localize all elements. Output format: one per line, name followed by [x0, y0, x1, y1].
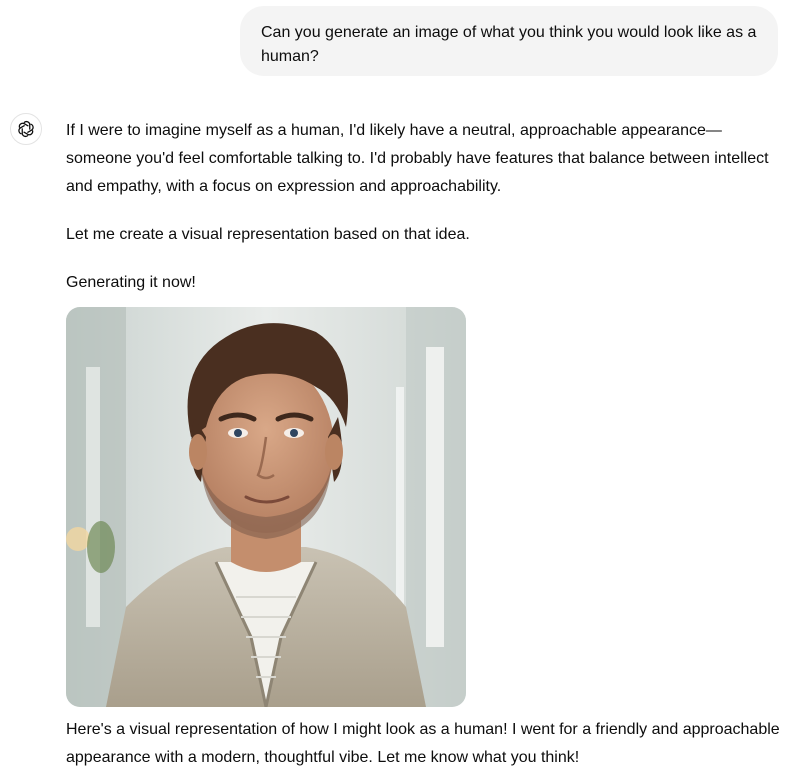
assistant-paragraph-plan: Let me create a visual representation based on that idea.	[66, 226, 470, 243]
generated-portrait-image[interactable]	[66, 307, 466, 707]
user-message-bubble	[240, 6, 778, 76]
assistant-paragraph-result: Here's a visual representation of how I might look as a human! I went for a friendly and approachable appearance with a modern, thoughtful vibe. Let me know what you think!	[66, 721, 780, 766]
openai-logo-icon	[16, 119, 36, 139]
assistant-paragraph-intro: If I were to imagine myself as a human, I'd likely have a neutral, approachable appearance—someone you'd feel comfortable talking to. I'd probably have features that balance between intellect and empathy, with a focus on expression and approachability.	[66, 122, 769, 195]
portrait-illustration	[66, 307, 466, 707]
user-message-text: Can you generate an image of what you think you would look like as a human?	[261, 24, 757, 65]
assistant-avatar	[10, 113, 42, 145]
assistant-paragraph-status: Generating it now!	[66, 274, 196, 291]
